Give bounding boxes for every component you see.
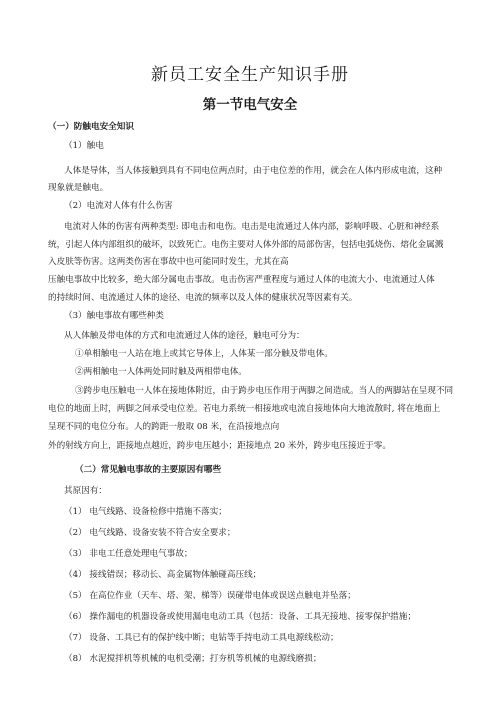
paragraph-line: 人体是导体，当人体接触到具有不同电位两点时，由于电位差的作用，就会在人体内形成电流，这种	[64, 166, 443, 176]
list-item: （7） 设备、工具已有的保护线中断；电钻等手持电动工具电源线松动；	[64, 633, 339, 643]
paragraph-line: 入皮肤等伤害。这两类伤害在事故中也可能同时发生，尤其在高	[48, 257, 289, 267]
subheading-harm: （2）电流对人体有什么伤害	[64, 201, 173, 211]
paragraph-line: 电流对人体的伤害有两种类型: 即电击和电伤。电击是电流通过人体内部，影响呼吸、心脏和神经系	[64, 222, 440, 232]
heading-common-causes: （二）常见触电事故的主要原因有哪些	[75, 465, 222, 475]
list-item: （3） 非电工任意处理电气事故；	[64, 549, 193, 559]
paragraph-line: 呈现不同的电位分布。人的跨距一般取 08 米，在沿接地点向	[48, 422, 280, 432]
list-item: （6） 操作漏电的机器设备或使用漏电电动工具（包括：设备、工具无接地、接零保护措施；	[64, 612, 416, 622]
paragraph-line: 统，引起人体内部组织的破坏，以致死亡。电伤主要对人体外部的局部伤害，包括电弧烧伤、熔化金属溅	[48, 240, 444, 250]
heading-anti-shock: （一）防触电安全知识	[48, 122, 134, 132]
list-item: （1） 电气线路、设备检修中措施不落实；	[64, 507, 227, 517]
list-item: （5） 在高位作业（天车、塔、架、梯等）误碰带电体或误送点触电并坠落；	[64, 591, 356, 601]
paragraph-line: 的持续时间、电流通过人体的途径、电流的频率以及人体的健康状况等因素有关。	[48, 293, 358, 303]
list-item: ②两相触电一人体两处同时触及两相带电体。	[75, 367, 247, 377]
list-item: （2） 电气线路、设备安装不符合安全要求；	[64, 528, 236, 538]
subheading-types: （3）触电事故有哪些种类	[64, 311, 164, 321]
document-title: 新员工安全生产知识手册	[151, 65, 349, 85]
subheading-shock: （1）触电	[64, 141, 104, 151]
paragraph-line: 电位的地面上时，两脚之间承受电位差。若电力系统一相接地或电流自接地体向大地流散时, 将在地面上	[48, 404, 441, 414]
list-item: ①单相触电一人站在地上或其它导体上，人体某一部分触及带电体。	[75, 349, 333, 359]
paragraph-line: 压触电事故中比较多，绝大部分属电击事故。电击伤害严重程度与通过人体的电流大小、电流通过人体	[48, 275, 435, 285]
paragraph-line: 现象就是触电。	[48, 183, 109, 193]
list-item: （4） 接线错误；移动长、高金属物体触碰高压线；	[64, 570, 262, 580]
list-item: （8） 水泥搅拌机等机械的电机受潮；打夯机等机械的电源线磨损；	[64, 654, 322, 664]
list-item: ③跨步电压触电一人体在接地体附近，由于跨步电压作用于两脚之间造成。当人的两脚站在呈现不同	[75, 386, 454, 396]
paragraph-line: 其原因有：	[64, 486, 107, 496]
paragraph-line: 从人体触及带电体的方式和电流通过人体的途径，触电可分为：	[64, 331, 305, 341]
paragraph-line: 外的射线方向上，距接地点越近，跨步电压越小；距接地点 20 米外，跨步电压接近于零。	[48, 441, 391, 451]
section-title: 第一节电气安全	[202, 97, 298, 113]
